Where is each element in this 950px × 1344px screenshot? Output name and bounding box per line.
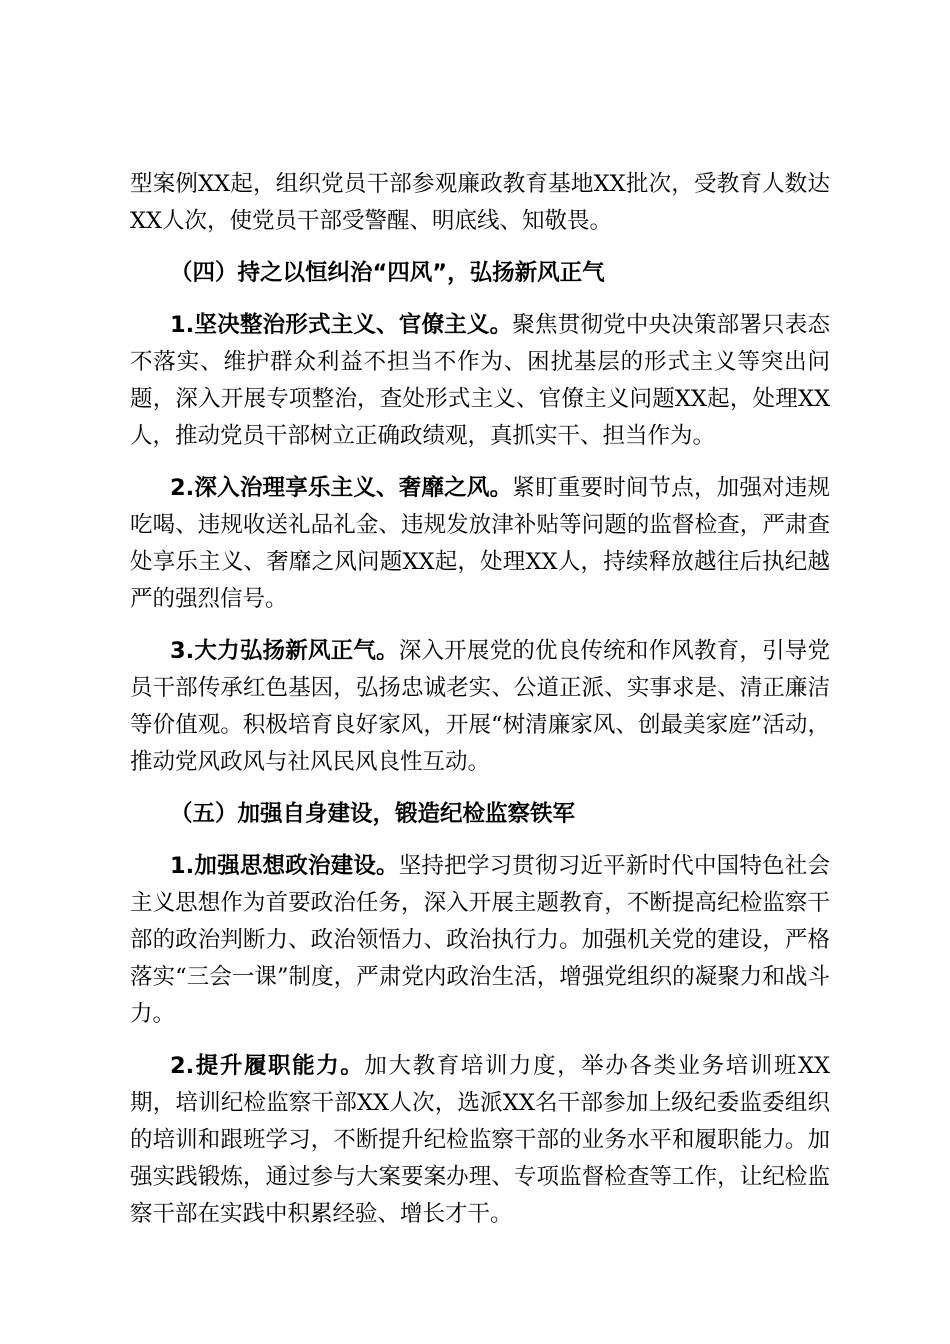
item-lead: 3.大力弘扬新风正气。	[170, 638, 399, 664]
section-4-item-1	[130, 307, 830, 455]
item-body: 坚持把学习贯彻习近平新时代中国特色社会主义思想作为首要政治任务，深入开展主题教育，不断提高纪检监察干部的政治判断力、政治领悟力、政治执行力。加强机关党的建设，严格落实“三会一课”制度，严肃党内政治生活，增强党组织的凝聚力和战斗力。	[130, 853, 830, 1027]
document-page	[130, 166, 830, 1248]
section-5-heading: （五）加强自身建设，锻造纪检监察铁军	[170, 801, 576, 827]
item-lead: 1.加强思想政治建设。	[170, 853, 399, 879]
section-4-heading: （四）持之以恒纠治“四风”，弘扬新风正气	[170, 260, 605, 286]
item-body: 聚焦贯彻党中央决策部署只表态不落实、维护群众利益不担当不作为、困扰基层的形式主义等突出问题，深入开展专项整治，查处形式主义、官僚主义问题XX起，处理XX人，推动党员干部树立正确政绩观，真抓实干、担当作为。	[130, 312, 830, 449]
item-body: 紧盯重要时间节点，加强对违规吃喝、违规收送礼品礼金、违规发放津补贴等问题的监督检查，严肃查处享乐主义、奢靡之风问题XX起，处理XX人，持续释放越往后执纪越严的强烈信号。	[130, 475, 830, 612]
item-body: 加大教育培训力度，举办各类业务培训班XX期，培训纪检监察干部XX人次，选派XX名干部参加上级纪委监委组织的培训和跟班学习，不断提升纪检监察干部的业务水平和履职能力。加强实践锻炼，通过参与大案要案办理、专项监督检查等工作，让纪检监察干部在实践中积累经验、增长才干。	[130, 1053, 830, 1227]
section-5-item-1	[130, 848, 830, 1033]
section-5-item-2	[130, 1048, 830, 1233]
item-lead: 2.提升履职能力。	[170, 1053, 365, 1079]
item-body: 深入开展党的优良传统和作风教育，引导党员干部传承红色基因，弘扬忠诚老实、公道正派、实事求是、清正廉洁等价值观。积极培育良好家风，开展“树清廉家风、创最美家庭”活动，推动党风政风与社风民风良性互动。	[130, 638, 830, 775]
continuation-paragraph: 型案例XX起，组织党员干部参观廉政教育基地XX批次，受教育人数达XX人次，使党员干部受警醒、明底线、知敬畏。	[130, 171, 830, 234]
section-4-item-2	[130, 470, 830, 618]
item-lead: 2.深入治理享乐主义、奢靡之风。	[170, 475, 513, 501]
section-4-item-3	[130, 633, 830, 781]
item-lead: 1.坚决整治形式主义、官僚主义。	[170, 312, 513, 338]
